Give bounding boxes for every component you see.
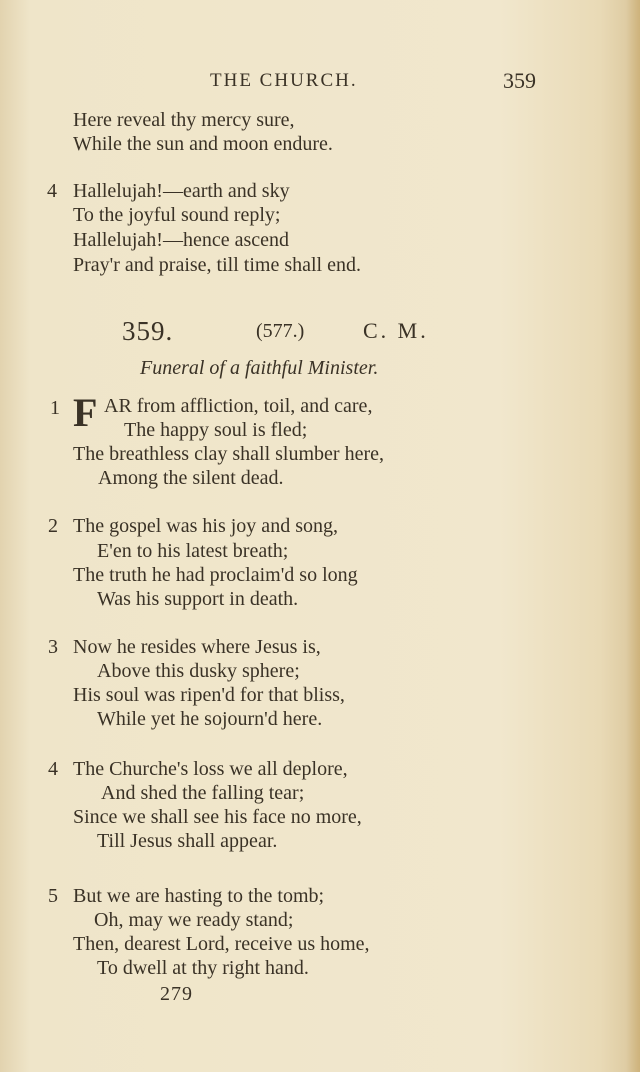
verse-line: E'en to his latest breath; <box>97 540 289 562</box>
verse-line: Pray'r and praise, till time shall end. <box>73 254 361 276</box>
stanza-number: 4 <box>48 758 58 780</box>
verse-line: While yet he sojourn'd here. <box>97 708 323 730</box>
verse-line: The truth he had proclaim'd so long <box>73 564 358 586</box>
verse-line: Above this dusky sphere; <box>97 660 300 682</box>
stanza-number: 2 <box>48 515 58 537</box>
drop-cap: F <box>73 390 98 435</box>
verse-line: While the sun and moon endure. <box>73 133 333 155</box>
hymn-subtitle: Funeral of a faithful Minister. <box>140 357 379 379</box>
verse-line: The breathless clay shall slumber here, <box>73 443 384 465</box>
verse-line: Since we shall see his face no more, <box>73 806 362 828</box>
page-header <box>0 70 640 100</box>
verse-line: His soul was ripen'd for that bliss, <box>73 684 345 706</box>
stanza-number: 3 <box>48 636 58 658</box>
verse-line: Was his support in death. <box>97 588 299 610</box>
verse-line: The Churche's loss we all deplore, <box>73 758 348 780</box>
hymn-meter: C. M. <box>363 318 429 343</box>
hymn-number: 359. <box>122 316 174 346</box>
verse-line: Then, dearest Lord, receive us home, <box>73 933 370 955</box>
stanza-number: 4 <box>47 180 57 202</box>
running-title: THE CHURCH. <box>210 70 358 91</box>
verse-line: The happy soul is fled; <box>124 419 308 441</box>
hymn-heading <box>0 316 640 348</box>
verse-line: Now he resides where Jesus is, <box>73 636 321 658</box>
verse-line: Here reveal thy mercy sure, <box>73 109 295 131</box>
verse-line: To the joyful sound reply; <box>73 204 281 226</box>
verse-line: Oh, may we ready stand; <box>94 909 294 931</box>
verse-line: Among the silent dead. <box>98 467 284 489</box>
stanza-number: 1 <box>50 397 60 419</box>
verse-line: Hallelujah!—hence ascend <box>73 229 290 251</box>
verse-line: AR from affliction, toil, and care, <box>104 395 373 417</box>
verse-line: To dwell at thy right hand. <box>97 957 309 979</box>
verse-line: And shed the falling tear; <box>101 782 305 804</box>
verse-line: But we are hasting to the tomb; <box>73 885 325 907</box>
hymn-reference: (577.) <box>256 320 305 342</box>
verse-line: The gospel was his joy and song, <box>73 515 338 537</box>
verse-line: Till Jesus shall appear. <box>97 830 278 852</box>
stanza-number: 5 <box>48 885 58 907</box>
signature-mark: 279 <box>160 983 193 1005</box>
page-number: 359 <box>503 68 536 93</box>
verse-line: Hallelujah!—earth and sky <box>73 180 290 202</box>
